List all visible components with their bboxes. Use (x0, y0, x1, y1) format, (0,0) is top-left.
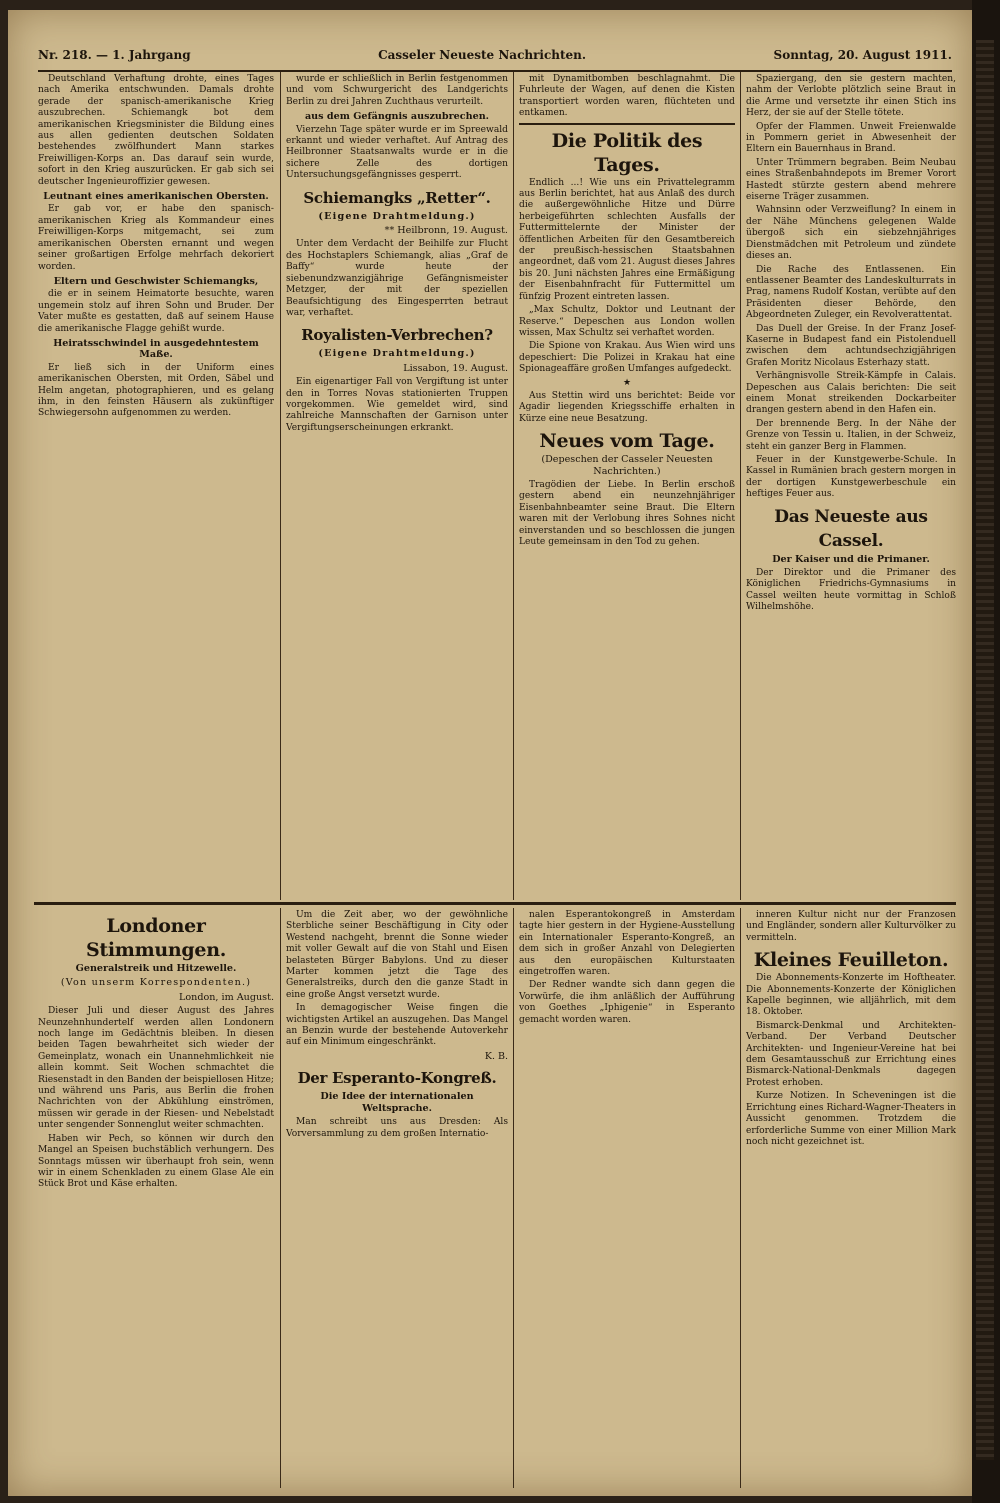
paragraph: Bismarck-Denkmal und Architekten-Verband. Der Verband Deutscher Architekten- und Ingenieur-Vereine hat bei dem Gesamtausschuß zur Errichtung eines Bismarck-National-Denkmals dagegen Protest erhoben. (746, 1020, 956, 1088)
paragraph: Haben wir Pech, so können wir durch den Mangel an Speisen buchstäblich verhungern. Des Sonntags müssen wir überhaupt froh sein, wenn wir in einem Schenkladen zu einem Glase Ale ein Stück Brot und Käse erhalten. (38, 1133, 274, 1190)
article-byline: (Von unserm Korrespondenten.) (60, 977, 252, 989)
article-subheading: (Eigene Drahtmeldung.) (318, 210, 476, 222)
paragraph: Die Abonnements-Konzerte im Hoftheater. Die Abonnements-Konzerte der Königlichen Kapelle beginnen, wie alljährlich, mit dem 18. Oktober. (746, 973, 956, 1018)
separator-star: ★ (622, 377, 632, 388)
paragraph: Wahnsinn oder Verzweiflung? In einem in der Nähe Münchens gelegenen Walde übergoß sich ein siebzehnjähriges Dienstmädchen mit Petroleum und zündete dieses an. (746, 205, 956, 262)
dateline: London, im August. (179, 991, 274, 1003)
paragraph: In demagogischer Weise fingen die wichtigsten Artikel an auszugehen. Das Mangel an Benzin wurde der bestehende Autoverkehr auf ein Minimum eingeschränkt. (286, 1003, 508, 1048)
paragraph: Vierzehn Tage später wurde er im Spreewald erkannt und wieder verhaftet. Auf Antrag des Heilbronner Staatsanwalts wurde er in die sichere Zelle des dortigen Untersuchungsgefängnisses gesperrt. (286, 124, 508, 181)
article-headline: Neues vom Tage. (539, 430, 715, 453)
article-headline: Kleines Feuilleton. (753, 949, 949, 972)
article-headline: Das Neueste aus Cassel. (774, 506, 928, 551)
article-subheading: (Eigene Drahtmeldung.) (318, 348, 476, 360)
paragraph: Das Duell der Greise. In der Franz Josef-Kaserne in Budapest fand ein Pistolenduell zwischen dem achtundsechzigjährigen Grafen Moritz Nicolaus Esterhazy statt. (746, 323, 956, 368)
section-heading: Heiratsschwindel in ausgedehntestem Maße. (53, 337, 259, 361)
paragraph: die er in seinem Heimatorte besuchte, waren ungemein stolz auf ihren Sohn und Bruder. Der Vater mußte es gestatten, daß auf seinem Hause die amerikanische Flagge gehißt wurde. (38, 289, 274, 334)
paragraph: Der brennende Berg. In der Nähe der Grenze von Tessin u. Italien, in der Schweiz, steht ein ganzer Berg in Flammen. (746, 418, 956, 452)
article-column-2 (286, 74, 508, 896)
paragraph: nalen Esperantokongreß in Amsterdam tagte hier gestern in der Hygiene-Ausstellung ein Internationaler Esperanto-Kongreß, an dem sich in großer Anzahl von Delegierten aus den europäischen Kulturstaaten eingetroffen waren. (519, 910, 735, 978)
newspaper-page (8, 10, 972, 1496)
paragraph: Der Redner wandte sich dann gegen die Vorwürfe, die ihm anläßlich der Aufführung von Goethes „Iphigenie“ in Esperanto gemacht worden waren. (519, 980, 735, 1025)
paragraph: Deutschland Verhaftung drohte, eines Tages nach Amerika entschwunden. Damals drohte gerade der spanisch-amerikanische Krieg auszubrechen. Schiemangk bot dem amerikanischen Kriegsminister die Bildung eines aus allen gedienten deutschen Soldaten bestehendes zwölfhundert Mann starkes Freiwilligen-Korps an. Das darauf sein wurde, sofort in den Krieg auszurücken. Er gab sich sei deutscher Ingenieuroffizier gewesen. (38, 74, 274, 187)
paragraph: Kurze Notizen. In Scheveningen ist die Errichtung eines Richard-Wagner-Theaters in Aussicht genommen. Trotzdem die erforderliche Summe von einer Million Mark noch nicht gezeichnet ist. (746, 1091, 956, 1147)
article-column-4 (746, 74, 956, 896)
section-heading: Leutnant eines amerikanischen Obersten. (43, 191, 269, 203)
column-rule (740, 72, 741, 900)
paragraph: mit Dynamitbomben beschlagnahmt. Die Fuhrleute der Wagen, auf denen die Kisten transportiert worden waren, flüchteten und entkamen. (519, 74, 735, 119)
feuilleton-column-4 (746, 910, 956, 1488)
paragraph: Verhängnisvolle Streik-Kämpfe in Calais. Depeschen aus Calais berichten: Die seit einem Monat streikenden Dockarbeiter drangen gestern abend in den Hafen ein. (746, 371, 956, 416)
paragraph: Feuer in der Kunstgewerbe-Schule. In Kassel in Rumänien brach gestern morgen in der dortigen Kunstgewerbeschule ein heftiges Feuer aus. (746, 455, 956, 500)
masthead-title: Casseler Neueste Nachrichten. (378, 48, 587, 62)
article-headline: Die Politik des Tages. (551, 129, 703, 176)
paragraph: „Max Schultz, Doktor und Leutnant der Reserve.“ Depeschen aus London wollen wissen, Max Schultz sei verhaftet worden. (519, 305, 735, 338)
paragraph: Aus Stettin wird uns berichtet: Beide vor Agadir liegenden Kriegsschiffe erhalten in Kürze eine neue Besatzung. (519, 390, 735, 424)
article-headline: Royalisten-Verbrechen? (301, 326, 493, 345)
article-headline: Schiemangks „Retter“. (303, 188, 491, 207)
paragraph: Dieser Juli und dieser August des Jahres Neunzehnhundertelf werden allen Londonern noch lange im Gedächtnis bleiben. In diesen beiden Tagen bewahrheitet sich wieder der Gemeinplatz, wonach ein Unannehmlichkeit nie allein kommt. Seit Wochen schmachtet die Riesenstadt in den Banden der beispiellosen Hitze; und während uns Paris, aus Berlin die frohen Nachrichten von der Abkühlung einströmen, müssen wir gerade in der Riesen- und Nebelstadt unter sengender Sonnenglut weiter schmachten. (38, 1006, 274, 1131)
paragraph: Spaziergang, den sie gestern machten, nahm der Verlobte plötzlich seine Braut in die Arme und versetzte ihr einen Stich ins Herz, der sie auf der Stelle tötete. (746, 74, 956, 119)
paragraph: Der Direktor und die Primaner des Königlichen Friedrichs-Gymnasiums in Cassel weilten heute vormittag in Schloß Wilhelmshöhe. (746, 568, 956, 613)
paragraph: Endlich ...! Wie uns ein Privattelegramm aus Berlin berichtet, hat aus Anlaß des durch die außergewöhnliche Hitze und Dürre herbeigeführten schlechten Ausfalls der Futtermittelernte der Minister der öffentlichen Arbeiten für den Gesamtbereich der preußisch-hessischen Staatsbahnen angeordnet, daß vom 21. August dieses Jahres bis 20. Juni nächsten Jahres eine Ermäßigung der Eisenbahnfracht für Futtermittel um fünfzig Prozent eintreten lassen. (519, 177, 735, 302)
paragraph: Er ließ sich in der Uniform eines amerikanischen Obersten, mit Orden, Säbel und Helm angetan, photographieren, und es gelang ihm, in den feinsten Häusern als zukünftiger Schwiegersohn aufgenommen zu werden. (38, 362, 274, 419)
article-subheading: Generalstreik und Hitzewelle. (75, 963, 237, 974)
feuilleton-column-1 (38, 910, 274, 1488)
article-headline: Londoner Stimmungen. (85, 915, 227, 961)
section-heading: Eltern und Geschwister Schiemangks, (53, 275, 259, 287)
paragraph: inneren Kultur nicht nur der Franzosen und Engländer, sondern aller Kulturvölker zu vermitteln. (746, 910, 956, 943)
column-rule (513, 72, 514, 900)
article-column-3 (519, 74, 735, 896)
issue-date: Sonntag, 20. August 1911. (773, 48, 952, 62)
column-rule (513, 908, 514, 1488)
article-subheading: (Depeschen der Casseler Neuesten Nachrichten.) (541, 454, 713, 477)
paragraph: Unter dem Verdacht der Beihilfe zur Flucht des Hochstaplers Schiemangk, alias „Graf de Baffy“ wurde heute der siebenundzwanzigjährige Gefängnismeister Metzger, der mit der speziellen Beaufsichtigung des Eingesperrten betraut war, verhaftet. (286, 239, 508, 318)
paragraph: Die Rache des Entlassenen. Ein entlassener Beamter des Landeskulturrats in Prag, namens Rudolf Kostan, verübte auf den Präsidenten dieser Behörde, den Abgeordneten Zuleger, ein Revolverattentat. (746, 264, 956, 321)
paragraph: Um die Zeit aber, wo der gewöhnliche Sterbliche seiner Beschäftigung in City oder Westend nachgeht, brennt die Sonne wieder mit voller Gewalt auf die von Stahl und Eisen belasteten Bürger Babylons. Und zu dieser Marter kommen jetzt die Tage des Generalstreiks, durch den die ganze Stadt in eine große Angst versetzt wurde. (286, 910, 508, 1000)
dark-binding-edge (972, 0, 1000, 1503)
article-headline: Der Esperanto-Kongreß. (297, 1069, 497, 1088)
column-rule (280, 908, 281, 1488)
column-rule (740, 908, 741, 1488)
paragraph: Opfer der Flammen. Unweit Freienwalde in Pommern geriet in Abwesenheit der Eltern ein Bauernhaus in Brand. (746, 121, 956, 155)
section-heading: aus dem Gefängnis auszubrechen. (304, 111, 490, 123)
article-subheading: Die Idee der internationalen Weltsprache. (320, 1091, 474, 1114)
adjacent-page-edge (976, 40, 994, 1460)
issue-number: Nr. 218. — 1. Jahrgang (38, 48, 191, 62)
article-column-1 (38, 74, 274, 896)
paragraph: Die Spione von Krakau. Aus Wien wird uns depeschiert: Die Polizei in Krakau hat eine Spionageaffäre großen Umfanges aufgedeckt. (519, 341, 735, 375)
paragraph: Er gab vor, er habe den spanisch-amerikanischen Krieg als Kommandeur eines Freiwilligen-Korps mitgemacht, sei zum amerikanischen Obersten ernannt und wegen seiner großartigen Erfolge mehrfach dekoriert worden. (38, 204, 274, 272)
paragraph: Ein eigenartiger Fall von Vergiftung ist unter den in Torres Novas stationierten Truppen vorgekommen. Wie gemeldet wird, sind zahlreiche Mannschaften der Garnison unter Vergiftungserscheinungen erkrankt. (286, 377, 508, 433)
column-rule (280, 72, 281, 900)
paragraph: Unter Trümmern begraben. Beim Neubau eines Straßenbahndepots im Bremer Vorort Hastedt stürzte gestern abend mehrere eiserne Träger zusammen. (746, 157, 956, 203)
author-signature: K. B. (484, 1050, 508, 1062)
dateline: ** Heilbronn, 19. August. (384, 225, 508, 237)
feuilleton-column-2 (286, 910, 508, 1488)
page-header (38, 48, 952, 72)
article-subheading: Der Kaiser und die Primaner. (772, 553, 930, 565)
section-divider (519, 123, 735, 125)
dateline: Lissabon, 19. August. (403, 362, 508, 374)
paragraph: wurde er schließlich in Berlin festgenommen und vom Schwurgericht des Landgerichts Berlin zu drei Jahren Zuchthaus verurteilt. (286, 74, 508, 107)
paragraph: Tragödien der Liebe. In Berlin erschoß gestern abend ein neunzehnjähriger Eisenbahnbeamter seine Braut. Die Eltern waren mit der Verlobung ihres Sohnes nicht einverstanden und so beschlossen die jungen Leute gemeinsam in den Tod zu gehen. (519, 479, 735, 547)
feuilleton-column-3 (519, 910, 735, 1488)
paragraph: Man schreibt uns aus Dresden: Als Vorversammlung zu dem großen Internatio- (286, 1117, 508, 1139)
feuilleton-divider (34, 902, 956, 905)
